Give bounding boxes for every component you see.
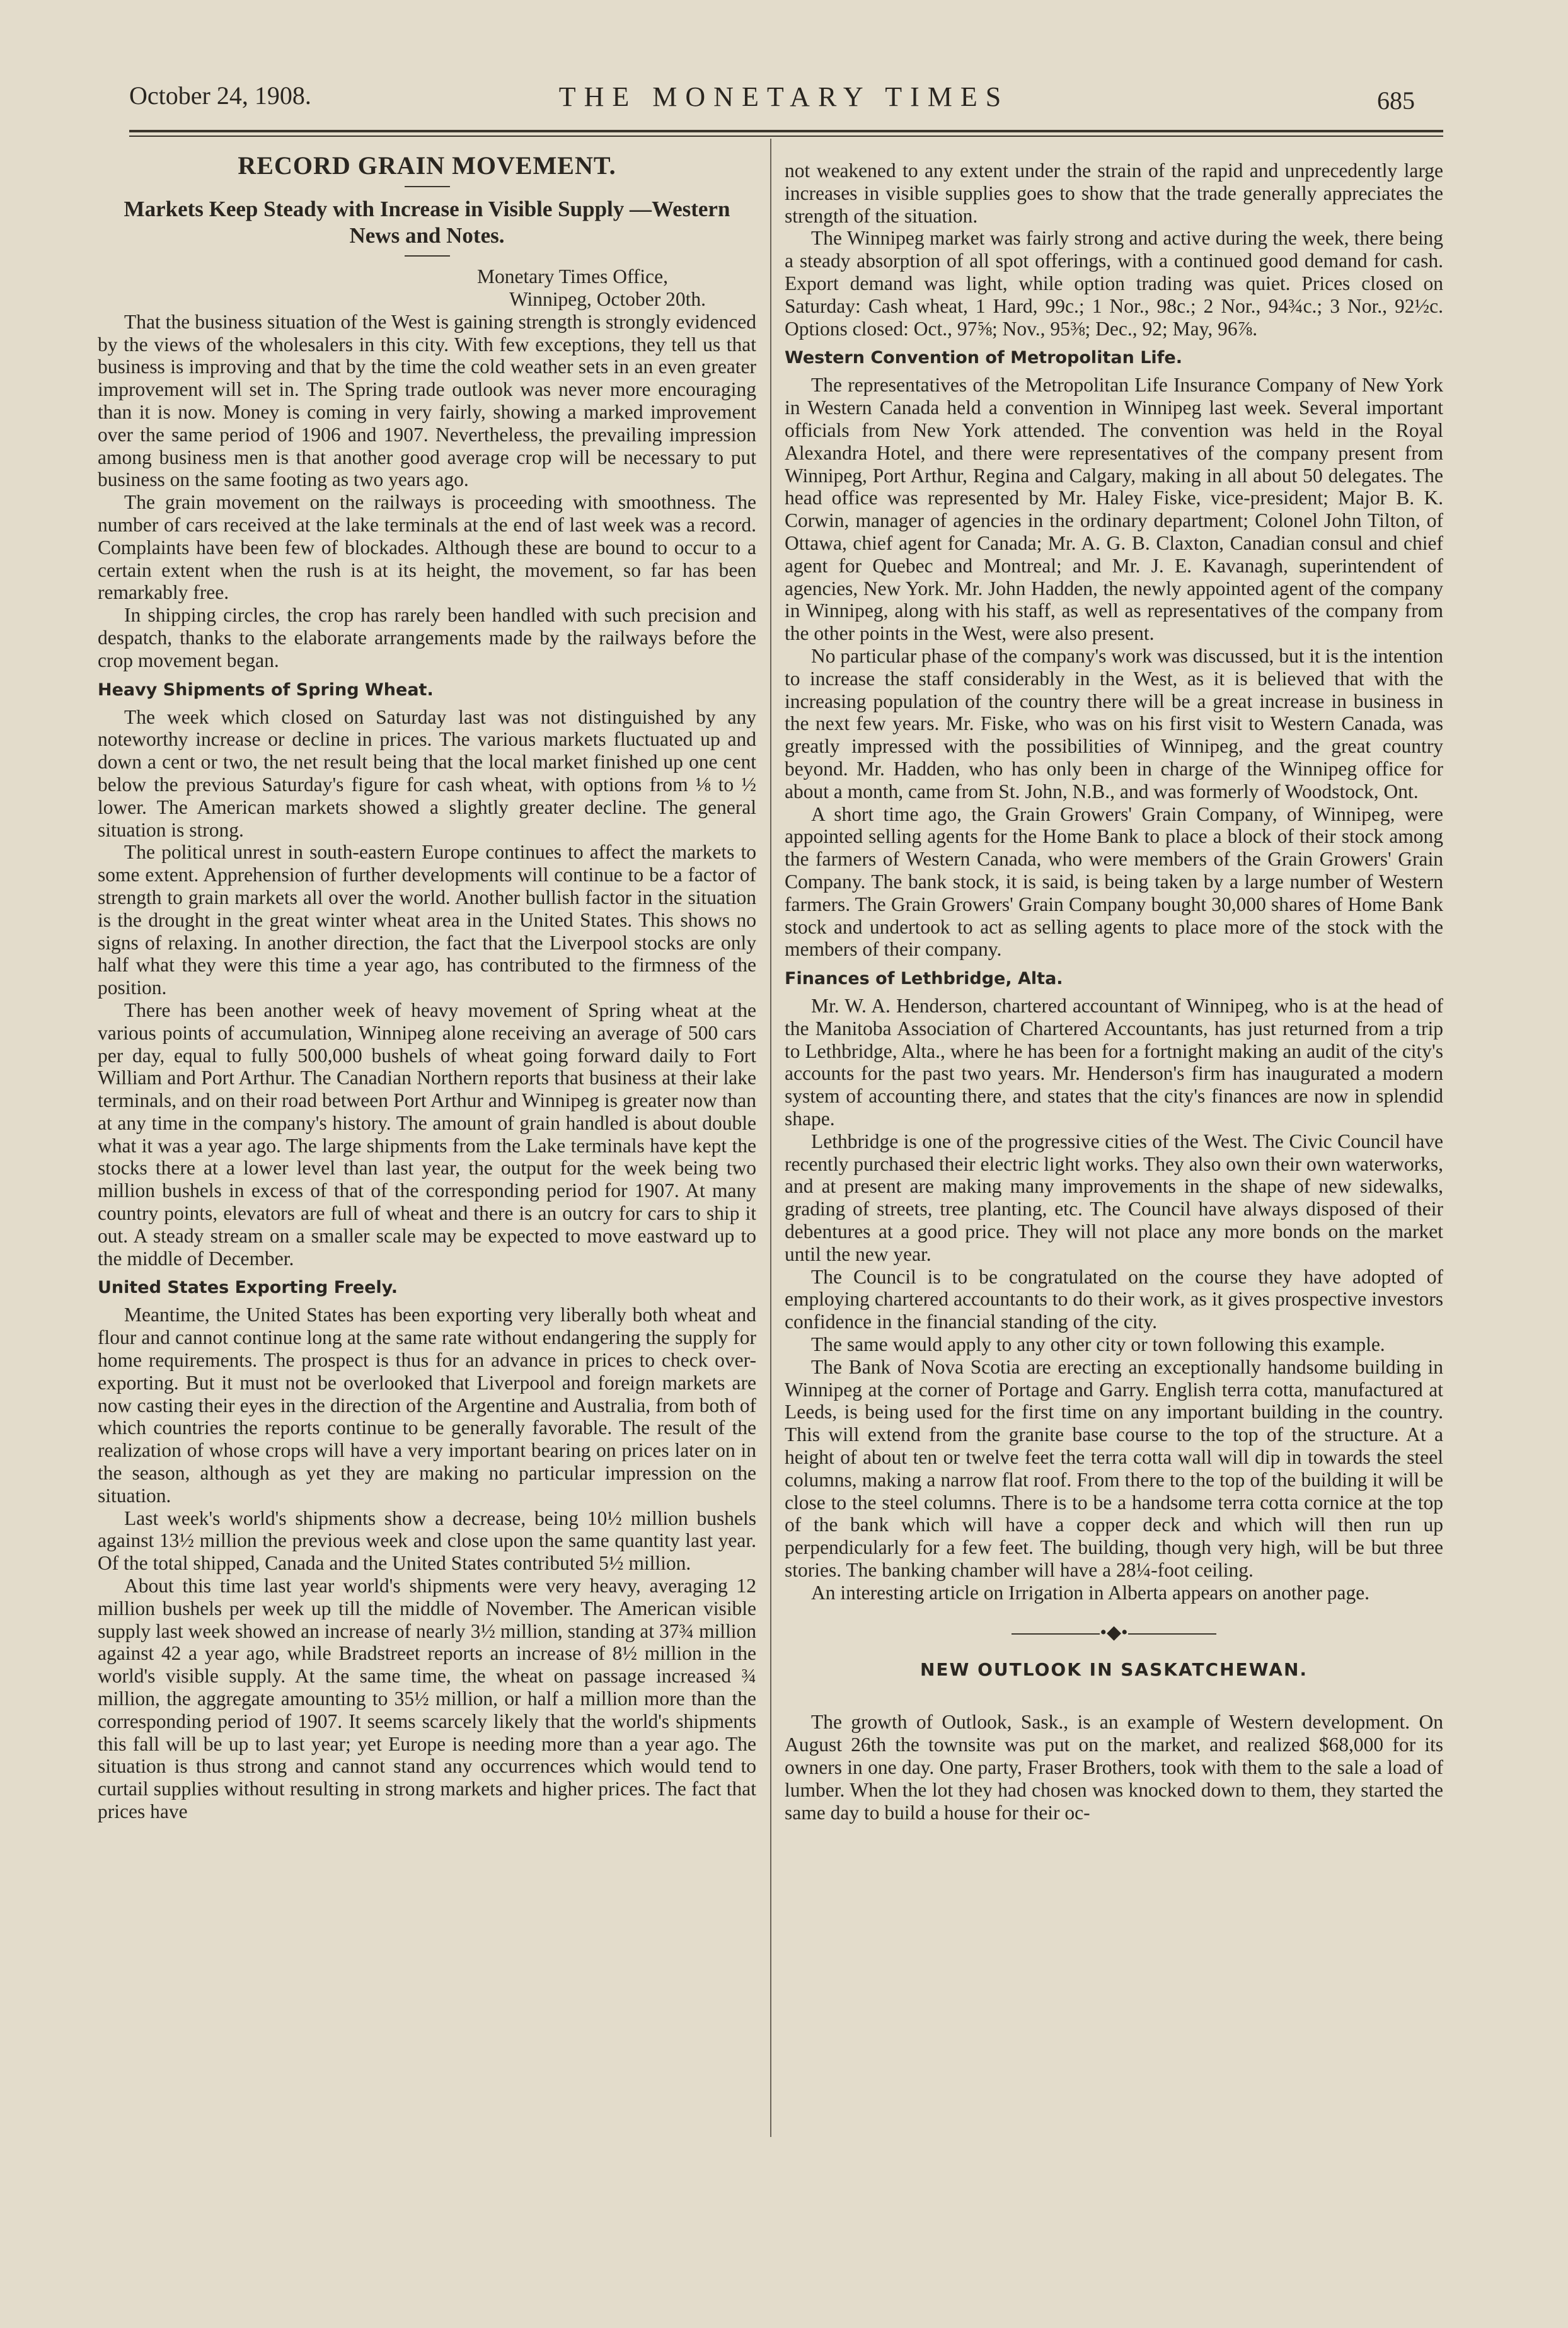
- header-rule-thin: [129, 136, 1443, 137]
- headline-rule: [405, 186, 450, 187]
- right-column: [785, 159, 1443, 1824]
- section-heading-metropolitan-life: Western Convention of Metropolitan Life.: [785, 348, 1182, 368]
- page-number: 685: [1377, 86, 1415, 115]
- section-heading-spring-wheat: Heavy Shipments of Spring Wheat.: [98, 680, 434, 700]
- paragraph: Meantime, the United States has been exporting very liberally both wheat and flour and cannot continue long at the same rate without endangering the supply for home requirements. The prospect is thus for an advance in prices to check over-exporting. But it must not be overlooked that Liverpool and foreign markets are now casting their eyes in the direction of the Argentine and Australia, from both of which countries the reports continue to be generally favorable. The result of the realization of whose crops will have a very important bearing on prices later on in the season, although as yet they are making no particular impression on the situation.: [98, 1304, 756, 1507]
- paragraph: The same would apply to any other city or town following this example.: [811, 1333, 1385, 1356]
- dateline-place: Winnipeg, October 20th.: [509, 287, 706, 310]
- article-headline: RECORD GRAIN MOVEMENT.: [238, 151, 616, 180]
- paragraph: The grain movement on the railways is proceeding with smoothness. The number of cars received at the lake terminals at the end of last week was a record. Complaints have been few of blockades. Although these are bound to occur to a certain extent when the rush is at its height, the movement, so far has been remarkably free.: [98, 491, 756, 604]
- paragraph: The week which closed on Saturday last was not distinguished by any noteworthy increase or decline in prices. The various markets fluctuated up and down a cent or two, the net result being that the local market finished up one cent below the previous Saturday's figure for cash wheat, with options from ⅛ to ½ lower. The American markets showed a slightly greater decline. The general situation is strong.: [98, 705, 756, 841]
- paragraph: That the business situation of the West is gaining strength is strongly evidenced by the views of the wholesalers in this city. With few exceptions, they tell us that business is improving and that by the time the cold weather sets in an even greater improvement will set in. The Spring trade outlook was never more encouraging than it is now. Money is coming in very fairly, showing a marked improvement over the same period of 1906 and 1907. Nevertheless, the prevailing impression among business men is that another good average crop will be necessary to put business on the same footing as two years ago.: [98, 310, 756, 491]
- header-rule: [129, 130, 1443, 132]
- masthead-title: THE MONETARY TIMES: [558, 81, 1010, 112]
- paragraph: Lethbridge is one of the progressive cities of the West. The Civic Council have recently purchased their electric light works. They also own their own waterworks, and at present are making many improvements in the shape of new sidewalks, grading of streets, tree planting, etc. The Council have always disposed of their debentures at a good price. They will not place any more bonds on the market until the new year.: [785, 1130, 1443, 1265]
- paragraph: The Council is to be congratulated on the course they have adopted of employing chartered accountants to do their work, as it gives prospective investors confidence in the financial standing of the city.: [785, 1265, 1443, 1333]
- article-subheadline: Markets Keep Steady with Increase in Visible Supply —Western News and Notes.: [124, 196, 730, 248]
- article-headline-saskatchewan: NEW OUTLOOK IN SASKATCHEWAN.: [919, 1659, 1308, 1680]
- section-heading-us-exporting: United States Exporting Freely.: [98, 1278, 398, 1298]
- section-heading-lethbridge: Finances of Lethbridge, Alta.: [785, 969, 1063, 989]
- paragraph: The growth of Outlook, Sask., is an example of Western development. On August 26th the townsite was put on the market, and realized $68,000 for its owners in one day. One party, Fraser Brothers, took with them to the sale a load of lumber. When the lot they had chosen was knocked down to them, they started the same day to build a house for their oc-: [785, 1711, 1443, 1824]
- paragraph: Last week's world's shipments show a decrease, being 10½ million bushels against 13½ million the previous week and close upon the same quantity last year. Of the total shipped, Canada and the United States contributed 5½ million.: [98, 1507, 756, 1575]
- section-ornament: [785, 1623, 1443, 1642]
- issue-date: October 24, 1908.: [129, 81, 311, 110]
- paragraph: A short time ago, the Grain Growers' Grain Company, of Winnipeg, were appointed selling agents for the Home Bank to place a block of their stock among the farmers of Western Canada, who were members of the Grain Growers' Grain Company. The bank stock, it is said, is being taken by a large number of Western farmers. The Grain Growers' Grain Company bought 30,000 shares of Home Bank stock and undertook to act as selling agents to place more of the stock with the members of their company.: [785, 802, 1443, 961]
- paragraph: The representatives of the Metropolitan Life Insurance Company of New York in Western Canada held a convention in Winnipeg last week. Several important officials from New York attended. The convention was held in the Royal Alexandra Hotel, and there were representatives of the company present from Winnipeg, Port Arthur, Regina and Calgary, making in all about 50 delegates. The head office was represented by Mr. Haley Fiske, vice-president; Major B. K. Corwin, manager of agencies in the ordinary department; Colonel John Tilton, of Ottawa, chief agent for Canada; Mr. A. G. B. Claxton, Canadian consul and chief agent for Quebec and Montreal; and Mr. J. E. Kavanagh, superintendent of agencies, New York. Mr. John Hadden, the newly appointed agent of the company in Winnipeg, along with his staff, as well as representatives of the company from the other points in the West, were also present.: [785, 374, 1443, 645]
- paragraph: About this time last year world's shipments were very heavy, averaging 12 million bushels per week up till the middle of November. The American visible supply last week showed an increase of nearly 3½ million, standing at 37¾ million against 42 a year ago, while Bradstreet reports an increase of 8½ million in the world's visible supply. At the same time, the wheat on passage increased ¾ million, the aggregate amounting to 35½ million, or half a million more than the corresponding period of 1907. It seems scarcely likely that the world's shipments this fall will be up to last year; yet Europe is needing more than a year ago. The situation is thus strong and cannot stand any occurrences which would tend to curtail supplies without resulting in strong markets and higher prices. The fact that prices have: [98, 1575, 756, 1822]
- column-divider: [770, 139, 771, 2137]
- paragraph: There has been another week of heavy movement of Spring wheat at the various points of accumulation, Winnipeg alone receiving an average of 500 cars per day, equal to fully 500,000 bushels of wheat going forward daily to Fort William and Port Arthur. The Canadian Northern reports that business at their lake terminals, and on their road between Port Arthur and Winnipeg is greater now than at any time in the company's history. The amount of grain handled is about double what it was a year ago. The large shipments from the Lake terminals have kept the stocks there at a lower level than last year, the output for the week being two million bushels in excess of that of the corresponding period for 1907. At many country points, elevators are full of wheat and there is an outcry for cars to ship it out. A steady stream on a smaller scale may be expected to move eastward up to the middle of December.: [98, 999, 756, 1270]
- dateline-office: Monetary Times Office,: [476, 265, 668, 287]
- paragraph: In shipping circles, the crop has rarely been handled with such precision and despatch, thanks to the elaborate arrangements made by the railways before the crop movement began.: [98, 604, 756, 671]
- paragraph: Mr. W. A. Henderson, chartered accountant of Winnipeg, who is at the head of the Manitoba Association of Chartered Accountants, has just returned from a trip to Lethbridge, Alta., where he has been for a fortnight making an audit of the city's accounts for the past two years. Mr. Henderson's firm has inaugurated a modern system of accounting there, and states that the city's finances are now in splendid shape.: [785, 995, 1443, 1130]
- paragraph: An interesting article on Irrigation in Alberta appears on another page.: [811, 1581, 1370, 1604]
- paragraph: The Bank of Nova Scotia are erecting an exceptionally handsome building in Winnipeg at the corner of Portage and Garry. English terra cotta, manufactured at Leeds, is being used for the first time on any important building in the country. This will extend from the granite base course to the top of the structure. At a height of about ten or twelve feet the terra cotta wall will dip in towards the steel columns, making a narrow flat roof. From there to the top of the building it will be close to the steel columns. There is to be a handsome terra cotta cornice at the top of the bank which will have a copper deck and which will then run up perpendicularly for a few feet. The building, though very high, will be but three stories. The banking chamber will have a 28¼-foot ceiling.: [785, 1355, 1443, 1582]
- ornament-glyph: •◆•: [1100, 1621, 1128, 1643]
- left-column: [98, 151, 756, 1823]
- subheadline-rule: [405, 255, 450, 257]
- paragraph-continued: not weakened to any extent under the strain of the rapid and unprecedently large increases in visible supplies goes to show that the trade generally appreciates the strength of the situation.: [785, 159, 1443, 227]
- paragraph: The Winnipeg market was fairly strong and active during the week, there being a steady absorption of all spot offerings, with a continued good demand for cash. Export demand was light, while option trading was quiet. Prices closed on Saturday: Cash wheat, 1 Hard, 99c.; 1 Nor., 98c.; 2 Nor., 94¾c.; 3 Nor., 92½c. Options closed: Oct., 97⅝; Nov., 95⅜; Dec., 92; May, 96⅞.: [785, 227, 1443, 340]
- paragraph: The political unrest in south-eastern Europe continues to affect the markets to some extent. Apprehension of further developments will continue to be a factor of strength to grain markets all over the world. Another bullish factor in the situation is the drought in the great winter wheat area in the United States. This shows no signs of relaxing. In another direction, the fact that the Liverpool stocks are only half what they were this time a year ago, has contributed to the firmness of the position.: [98, 841, 756, 999]
- paragraph: No particular phase of the company's work was discussed, but it is the intention to increase the staff considerably in the West, as it is believed that with the increasing population of the country there will be a great increase in business in the next few years. Mr. Fiske, who was on his first visit to Western Canada, was greatly impressed with the possibilities of Winnipeg, and the great country beyond. Mr. Hadden, who has only been in charge of the Winnipeg office for about a month, came from St. John, N.B., and was formerly of Woodstock, Ont.: [785, 644, 1443, 802]
